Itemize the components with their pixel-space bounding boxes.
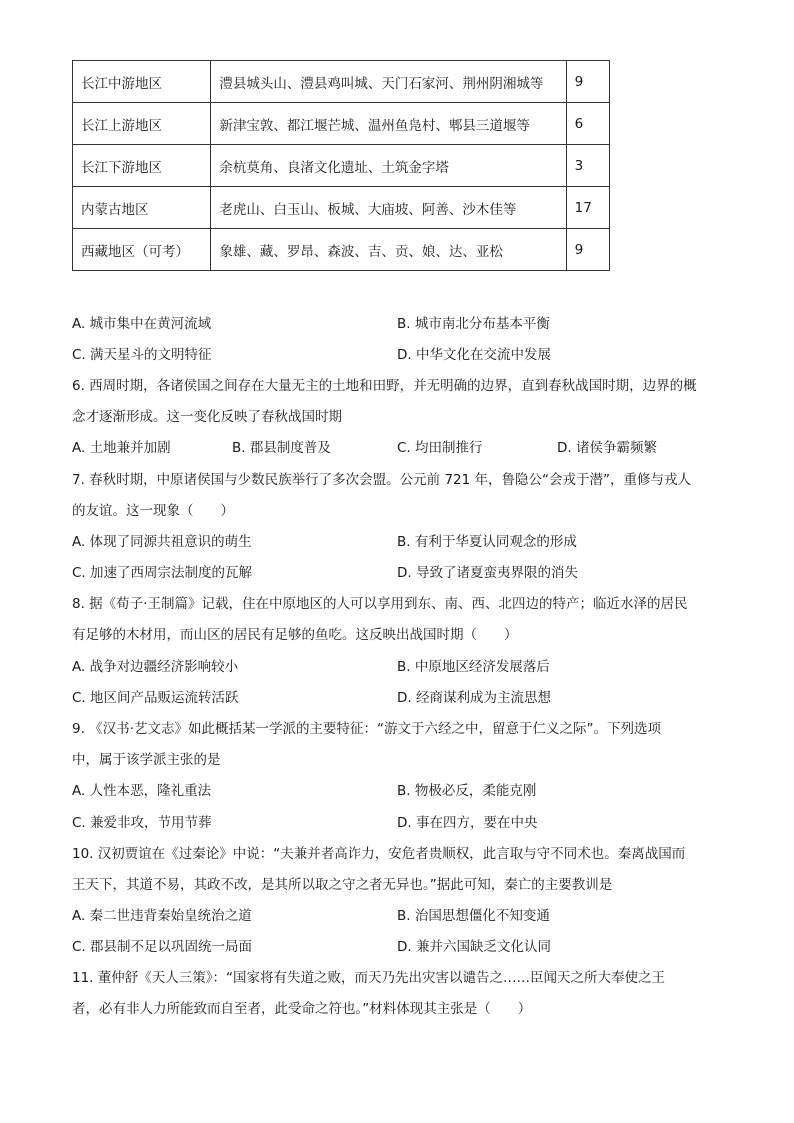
archaeological-sites-table (72, 60, 610, 271)
table-row (73, 103, 610, 145)
count-cell: 9 (566, 229, 609, 271)
q8-stem-line1: 8. 据《荀子·王制篇》记载，住在中原地区的人可以享用到东、南、西、北四边的特产；临近水泽的居民 (72, 596, 688, 612)
sites-cell: 老虎山、白玉山、板城、大庙坡、阿善、沙木佳等 (211, 187, 566, 229)
q6-option-b[interactable]: B. 郡县制度普及 (232, 440, 331, 456)
q8-option-c[interactable]: C. 地区间产品贩运流转活跃 (72, 690, 239, 706)
q5-option-a[interactable]: A. 城市集中在黄河流域 (72, 316, 212, 332)
q10-stem-line1: 10. 汉初贾谊在《过秦论》中说：“夫兼并者高诈力，安危者贵顺权，此言取与守不同术也。秦离战国而 (72, 846, 686, 862)
table-row (73, 61, 610, 103)
q8-option-a[interactable]: A. 战争对边疆经济影响较小 (72, 659, 239, 675)
q9-option-c[interactable]: C. 兼爱非攻，节用节葬 (72, 815, 212, 831)
q7-option-d[interactable]: D. 导致了诸夏蛮夷界限的消失 (397, 565, 578, 581)
table-row (73, 229, 610, 271)
table-row (73, 145, 610, 187)
q7-stem-line1: 7. 春秋时期，中原诸侯国与少数民族举行了多次会盟。公元前 721 年，鲁隐公“会戎于潜”，重修与戎人 (72, 472, 692, 488)
q9-option-b[interactable]: B. 物极必反，柔能克刚 (397, 783, 537, 799)
q7-option-a[interactable]: A. 体现了同源共祖意识的萌生 (72, 534, 252, 550)
region-cell: 西藏地区（可考） (73, 229, 211, 271)
sites-cell: 新津宝敦、都江堰芒城、温州鱼凫村、郫县三道堰等 (211, 103, 566, 145)
q9-stem-line2: 中，属于该学派主张的是 (72, 752, 221, 768)
q11-stem-line1: 11. 董仲舒《天人三策》：“国家将有失道之败，而天乃先出灾害以谴告之……臣闻天之所大奉使之王 (72, 970, 666, 986)
q5-option-b[interactable]: B. 城市南北分布基本平衡 (397, 316, 550, 332)
q10-option-d[interactable]: D. 兼并六国缺乏文化认同 (397, 939, 551, 955)
q11-stem-line2: 者，必有非人力所能致而自至者，此受命之符也。”材料体现其主张是（ ） (72, 1001, 532, 1017)
q9-option-d[interactable]: D. 事在四方，要在中央 (397, 815, 538, 831)
q6-stem-line2: 念才逐渐形成。这一变化反映了春秋战国时期 (72, 409, 342, 425)
q10-option-c[interactable]: C. 郡县制不足以巩固统一局面 (72, 939, 253, 955)
count-cell: 9 (566, 61, 609, 103)
region-cell: 内蒙古地区 (73, 187, 211, 229)
q6-option-c[interactable]: C. 均田制推行 (397, 440, 483, 456)
count-cell: 6 (566, 103, 609, 145)
count-cell: 3 (566, 145, 609, 187)
q6-stem-line1: 6. 西周时期，各诸侯国之间存在大量无主的土地和田野，并无明确的边界，直到春秋战国时期，边界的概 (72, 378, 697, 394)
region-cell: 长江上游地区 (73, 103, 211, 145)
sites-cell: 象雄、藏、罗昂、森波、吉、贡、娘、达、亚松 (211, 229, 566, 271)
region-cell: 长江下游地区 (73, 145, 211, 187)
q9-option-a[interactable]: A. 人性本恶，隆礼重法 (72, 783, 212, 799)
q6-option-a[interactable]: A. 土地兼并加剧 (72, 440, 171, 456)
q8-stem-line2: 有足够的木材用，而山区的居民有足够的鱼吃。这反映出战国时期（ ） (72, 627, 518, 643)
q10-option-a[interactable]: A. 秦二世违背秦始皇统治之道 (72, 908, 252, 924)
q7-option-b[interactable]: B. 有利于华夏认同观念的形成 (397, 534, 577, 550)
sites-cell: 澧县城头山、澧县鸡叫城、天门石家河、荆州阴湘城等 (211, 61, 566, 103)
sites-cell: 余杭莫角、良渚文化遗址、土筑金字塔 (211, 145, 566, 187)
q7-option-c[interactable]: C. 加速了西周宗法制度的瓦解 (72, 565, 253, 581)
q7-stem-line2: 的友谊。这一现象（ ） (72, 503, 234, 519)
count-cell: 17 (566, 187, 609, 229)
q8-option-d[interactable]: D. 经商谋利成为主流思想 (397, 690, 551, 706)
q8-option-b[interactable]: B. 中原地区经济发展落后 (397, 659, 550, 675)
table-row (73, 187, 610, 229)
q9-stem-line1: 9. 《汉书·艺文志》如此概括某一学派的主要特征：“游文于六经之中，留意于仁义之际”。下列选项 (72, 721, 661, 737)
q5-option-c[interactable]: C. 满天星斗的文明特征 (72, 347, 212, 363)
region-cell: 长江中游地区 (73, 61, 211, 103)
q10-option-b[interactable]: B. 治国思想僵化不知变通 (397, 908, 550, 924)
q10-stem-line2: 王天下，其道不易，其政不改，是其所以取之守之者无异也。”据此可知，秦亡的主要教训是 (72, 877, 613, 893)
q5-option-d[interactable]: D. 中华文化在交流中发展 (397, 347, 551, 363)
q6-option-d[interactable]: D. 诸侯争霸频繁 (557, 440, 657, 456)
